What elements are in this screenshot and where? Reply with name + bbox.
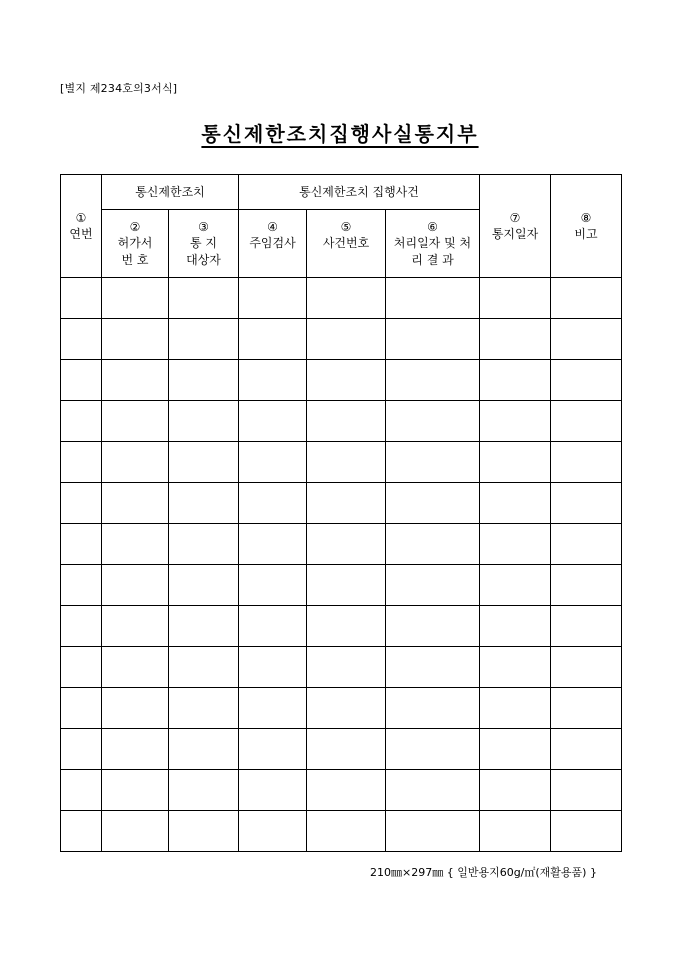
- table-cell[interactable]: [307, 811, 386, 852]
- table-cell[interactable]: [239, 401, 307, 442]
- table-cell[interactable]: [551, 442, 622, 483]
- table-cell[interactable]: [239, 647, 307, 688]
- table-cell[interactable]: [480, 811, 551, 852]
- header-col-permit-number: ② 허가서 번 호: [102, 210, 169, 278]
- table-cell[interactable]: [169, 565, 239, 606]
- table-cell[interactable]: [307, 360, 386, 401]
- table-row: [61, 565, 622, 606]
- table-cell[interactable]: [480, 565, 551, 606]
- table-cell[interactable]: [551, 647, 622, 688]
- table-cell[interactable]: [239, 688, 307, 729]
- table-cell[interactable]: [169, 729, 239, 770]
- table-row: [61, 483, 622, 524]
- header-col-notice-target: ③ 통 지 대상자: [169, 210, 239, 278]
- ledger-table: [60, 174, 622, 852]
- table-cell[interactable]: [386, 606, 480, 647]
- table-cell[interactable]: [61, 688, 102, 729]
- table-cell[interactable]: [169, 647, 239, 688]
- table-cell[interactable]: [102, 278, 169, 319]
- table-cell[interactable]: [386, 442, 480, 483]
- table-cell[interactable]: [551, 524, 622, 565]
- table-cell[interactable]: [307, 442, 386, 483]
- table-cell[interactable]: [307, 483, 386, 524]
- table-cell[interactable]: [169, 606, 239, 647]
- table-cell[interactable]: [551, 811, 622, 852]
- table-cell[interactable]: [169, 319, 239, 360]
- table-row: [61, 360, 622, 401]
- table-row: [61, 442, 622, 483]
- table-cell[interactable]: [551, 565, 622, 606]
- form-label: [별지 제234호의3서식]: [60, 82, 178, 95]
- table-cell[interactable]: [102, 360, 169, 401]
- table-cell[interactable]: [239, 606, 307, 647]
- table-cell[interactable]: [480, 647, 551, 688]
- table-cell[interactable]: [169, 688, 239, 729]
- table-cell[interactable]: [480, 360, 551, 401]
- table-cell[interactable]: [551, 729, 622, 770]
- table-cell[interactable]: [307, 565, 386, 606]
- table-cell[interactable]: [239, 770, 307, 811]
- table-cell[interactable]: [386, 688, 480, 729]
- table-cell[interactable]: [307, 524, 386, 565]
- table-cell[interactable]: [239, 442, 307, 483]
- table-cell[interactable]: [61, 770, 102, 811]
- header-group-restriction: 통신제한조치: [102, 175, 239, 210]
- table-cell[interactable]: [169, 360, 239, 401]
- header-col-remarks: ⑧ 비고: [551, 175, 622, 278]
- table-cell[interactable]: [551, 688, 622, 729]
- table-cell[interactable]: [102, 729, 169, 770]
- table-row: [61, 319, 622, 360]
- table-cell[interactable]: [551, 483, 622, 524]
- table-cell[interactable]: [551, 278, 622, 319]
- table-cell[interactable]: [102, 483, 169, 524]
- header-col-processing: ⑥ 처리일자 및 처 리 결 과: [386, 210, 480, 278]
- header-col-prosecutor: ④ 주임검사: [239, 210, 307, 278]
- table-row: [61, 524, 622, 565]
- table-cell[interactable]: [480, 442, 551, 483]
- table-cell[interactable]: [102, 606, 169, 647]
- table-cell[interactable]: [239, 319, 307, 360]
- table-cell[interactable]: [169, 278, 239, 319]
- table-cell[interactable]: [307, 729, 386, 770]
- table-cell[interactable]: [480, 319, 551, 360]
- table-cell[interactable]: [239, 729, 307, 770]
- table-cell[interactable]: [239, 811, 307, 852]
- table-cell[interactable]: [102, 524, 169, 565]
- table-cell[interactable]: [307, 647, 386, 688]
- table-cell[interactable]: [169, 811, 239, 852]
- table-cell[interactable]: [386, 319, 480, 360]
- table-cell[interactable]: [307, 319, 386, 360]
- table-row: [61, 688, 622, 729]
- table-cell[interactable]: [386, 565, 480, 606]
- table-cell[interactable]: [480, 483, 551, 524]
- table-cell[interactable]: [386, 483, 480, 524]
- table-cell[interactable]: [61, 811, 102, 852]
- table-cell[interactable]: [307, 278, 386, 319]
- table-cell[interactable]: [480, 606, 551, 647]
- table-cell[interactable]: [551, 770, 622, 811]
- table-cell[interactable]: [386, 360, 480, 401]
- header-group-case: 통신제한조치 집행사건: [239, 175, 480, 210]
- page-title: 통신제한조치집행사실통지부: [201, 122, 479, 146]
- table-cell[interactable]: [386, 524, 480, 565]
- table-cell[interactable]: [307, 688, 386, 729]
- table-cell[interactable]: [61, 278, 102, 319]
- table-cell[interactable]: [169, 401, 239, 442]
- table-cell[interactable]: [307, 606, 386, 647]
- table-cell[interactable]: [61, 483, 102, 524]
- table-cell[interactable]: [551, 606, 622, 647]
- table-cell[interactable]: [169, 770, 239, 811]
- table-cell[interactable]: [551, 360, 622, 401]
- table-cell[interactable]: [102, 688, 169, 729]
- table-cell[interactable]: [551, 319, 622, 360]
- table-row: [61, 811, 622, 852]
- table-cell[interactable]: [102, 770, 169, 811]
- table-cell[interactable]: [239, 524, 307, 565]
- table-cell[interactable]: [102, 319, 169, 360]
- table-cell[interactable]: [102, 401, 169, 442]
- table-row: [61, 606, 622, 647]
- header-col-serial: ① 연번: [61, 175, 102, 278]
- table-cell[interactable]: [61, 401, 102, 442]
- table-row: [61, 278, 622, 319]
- table-cell[interactable]: [61, 319, 102, 360]
- table-cell[interactable]: [239, 360, 307, 401]
- table-cell[interactable]: [169, 442, 239, 483]
- table-cell[interactable]: [480, 688, 551, 729]
- table-cell[interactable]: [307, 770, 386, 811]
- table-cell[interactable]: [480, 729, 551, 770]
- table-cell[interactable]: [386, 770, 480, 811]
- table-cell[interactable]: [169, 524, 239, 565]
- table-cell[interactable]: [386, 401, 480, 442]
- table-cell[interactable]: [61, 565, 102, 606]
- table-cell[interactable]: [102, 565, 169, 606]
- table-cell[interactable]: [61, 729, 102, 770]
- table-cell[interactable]: [102, 442, 169, 483]
- table-cell[interactable]: [480, 524, 551, 565]
- table-cell[interactable]: [480, 770, 551, 811]
- table-cell[interactable]: [61, 647, 102, 688]
- table-cell[interactable]: [102, 647, 169, 688]
- table-cell[interactable]: [386, 647, 480, 688]
- table-cell[interactable]: [61, 442, 102, 483]
- table-cell[interactable]: [386, 811, 480, 852]
- table-cell[interactable]: [386, 729, 480, 770]
- table-cell[interactable]: [169, 483, 239, 524]
- table-cell[interactable]: [102, 811, 169, 852]
- paper-spec: 210㎜×297㎜ { 일반용지60g/㎡(재활용품) }: [370, 866, 597, 879]
- table-cell[interactable]: [386, 278, 480, 319]
- table-cell[interactable]: [61, 360, 102, 401]
- header-col-case-number: ⑤ 사건번호: [307, 210, 386, 278]
- ledger-body: [61, 278, 622, 852]
- table-row: [61, 729, 622, 770]
- table-cell[interactable]: [61, 524, 102, 565]
- table-cell[interactable]: [239, 565, 307, 606]
- table-cell[interactable]: [307, 401, 386, 442]
- table-row: [61, 401, 622, 442]
- table-row: [61, 770, 622, 811]
- table-cell[interactable]: [551, 401, 622, 442]
- table-cell[interactable]: [480, 278, 551, 319]
- table-row: [61, 647, 622, 688]
- table-cell[interactable]: [480, 401, 551, 442]
- table-cell[interactable]: [239, 483, 307, 524]
- table-cell[interactable]: [239, 278, 307, 319]
- header-col-notice-date: ⑦ 통지일자: [480, 175, 551, 278]
- table-cell[interactable]: [61, 606, 102, 647]
